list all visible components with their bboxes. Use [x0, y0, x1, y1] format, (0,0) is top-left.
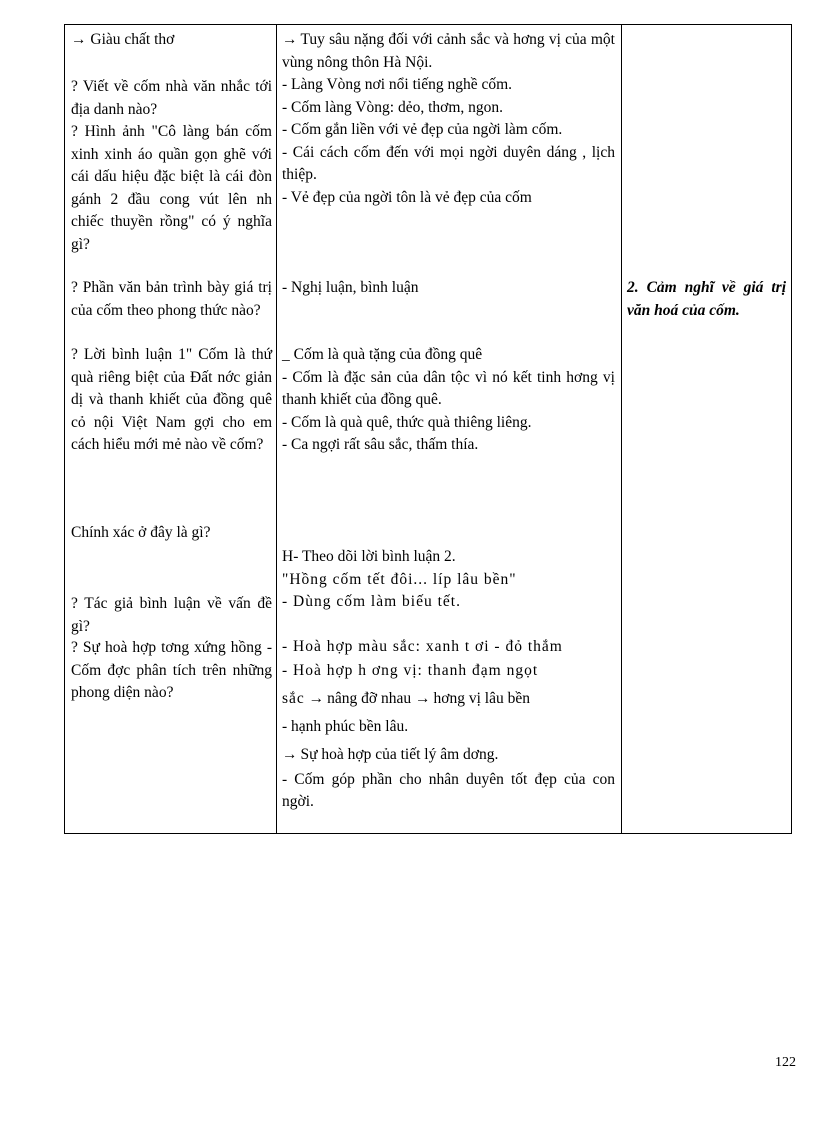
answer-text: Tuy sâu nặng đối với cảnh sắc và hơng vị của một vùng nông thôn Hà Nội. [282, 31, 615, 71]
section-heading: 2. Cảm nghĩ về giá trị văn hoá của cốm. [627, 279, 786, 319]
question-text: ? Lời bình luận 1" Cốm là thứ quà riêng biệt của Đất nớc giản dị và thanh khiết của đồng quê cỏ nội Việt Nam gợi cho em cách hiểu mới mẻ nào về cốm? [71, 346, 272, 453]
answer-text: - Cốm là đặc sản của dân tộc vì nó kết tinh hơng vị thanh khiết của đồng quê. [282, 368, 615, 408]
answer-block [276, 29, 621, 209]
answer-text: - Nghị luận, bình luận [282, 279, 419, 296]
question-block [65, 277, 276, 322]
answer-text: Sự hoà hợp của tiết lý âm dơng. [300, 746, 499, 763]
answer-text: "Hồng cốm tết đôi... líp lâu bền" [282, 570, 517, 588]
answer-text: - Vẻ đẹp của ngời tôn là vẻ đẹp của cốm [282, 188, 532, 206]
answer-text: - hạnh phúc bền lâu. [282, 717, 409, 735]
answer-block [276, 277, 621, 300]
arrow-right-icon: → [308, 690, 325, 707]
answer-text: - Làng Vòng nơi nổi tiếng nghề cốm. [282, 76, 513, 93]
arrow-right-icon: → [282, 31, 298, 48]
question-block [65, 637, 276, 705]
question-text: ? Phần văn bản trình bày giá trị của cốm theo phong thức nào? [71, 279, 272, 319]
answer-text: sắc [282, 690, 305, 707]
answer-text: - Cốm góp phần cho nhân duyên tốt đẹp của con ngời. [282, 770, 615, 810]
question-block [65, 29, 276, 52]
answer-block [276, 344, 621, 457]
question-block [65, 522, 276, 545]
heading-column [621, 25, 792, 833]
question-text: ? Tác giả bình luận về vấn đề gì? [71, 595, 272, 635]
answer-text: hơng vị lâu bền [433, 690, 530, 707]
question-block [65, 121, 276, 256]
answer-text: - Cái cách cốm đến với mọi ngời duyên dáng , lịch thiệp. [282, 143, 615, 183]
answer-block [276, 546, 621, 614]
question-column [65, 25, 277, 833]
question-text: → Giàu chất thơ [71, 31, 175, 48]
question-text: ? Viết về cốm nhà văn nhắc tới địa danh nào? [71, 78, 272, 118]
answer-block [276, 636, 621, 814]
arrow-right-icon: → [415, 690, 431, 707]
answer-text: _ Cốm là quà tặng của đồng quê [282, 346, 483, 363]
answer-text: - Dùng cốm làm biếu tết. [282, 593, 461, 610]
question-text: Chính xác ở đây là gì? [71, 524, 211, 541]
arrow-right-icon: → [282, 746, 298, 763]
answer-text: - Cốm là quà quê, thức quà thiêng liêng. [282, 413, 532, 431]
answer-text: - Cốm gắn liền với vẻ đẹp của ngời làm cốm. [282, 121, 563, 138]
answer-text: - Hoà hợp h ơng vị: thanh đạm ngọt [282, 661, 539, 679]
answer-text: nâng đỡ nhau [327, 690, 412, 707]
answer-text: H- Theo dõi lời bình luận 2. [282, 548, 456, 565]
answer-column [276, 25, 622, 833]
question-block [65, 344, 276, 457]
question-text: ? Sự hoà hợp tơng xứng hồng - Cốm đợc phân tích trên những phong diện nào? [71, 639, 272, 701]
answer-text: - Hoà hợp màu sắc: xanh t ơi - đỏ thắm [282, 638, 563, 655]
question-text: ? Hình ảnh "Cô làng bán cốm xinh xinh áo quần gọn ghẽ với cái dấu hiệu đặc biệt là cái đòn gánh 2 đầu cong vút lên nh chiếc thuyền rồng" có ý nghĩa gì? [71, 123, 272, 253]
answer-text: - Cốm làng Vòng: dẻo, thơm, ngon. [282, 98, 504, 116]
answer-text: - Ca ngợi rất sâu sắc, thấm thía. [282, 436, 479, 453]
lesson-table [64, 24, 792, 834]
page-number: 122 [775, 1055, 796, 1070]
heading-block [621, 277, 792, 322]
question-block [65, 76, 276, 121]
question-block [65, 593, 276, 638]
